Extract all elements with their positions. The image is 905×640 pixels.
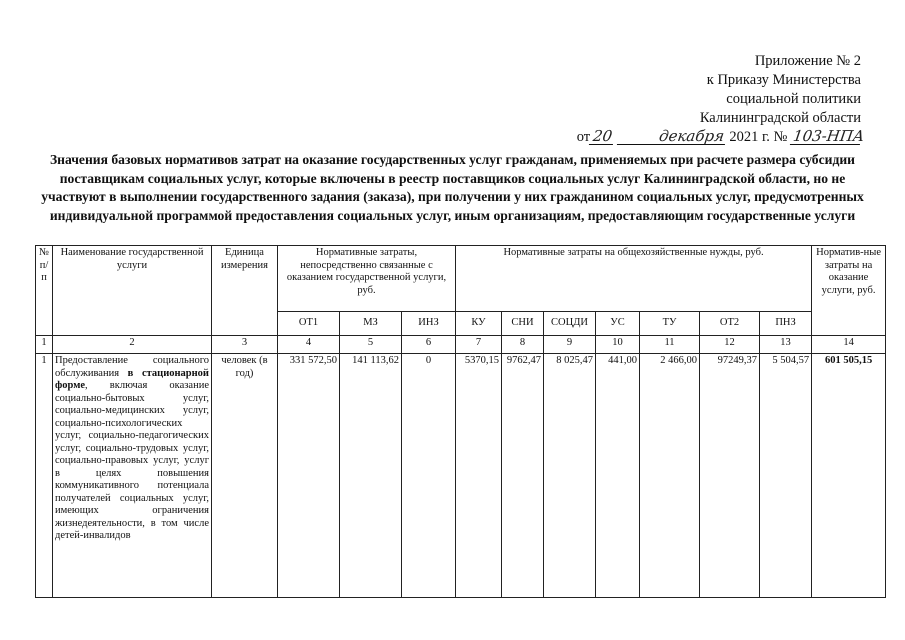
order-year: 2021 г. №	[729, 129, 788, 145]
appendix-block	[576, 52, 866, 147]
appendix-title: Приложение № 2	[754, 53, 861, 69]
document-title: Значения базовых нормативов затрат на оказание государственных услуг гражданам, применяемых при расчете размера субсидии поставщикам социальных услуг, которые включены в реестр поставщиков социальных услуг Калининградской области, но не участвуют в выполнении государственного задания (заказа), при получении у них гражданином социальных услуг, предусмотренных индивидуальной программой предоставления социальных услуг, иным организациям, предоставляющим государственные услуги	[41, 152, 864, 223]
order-date-line	[576, 127, 866, 147]
col-number: 6	[402, 336, 456, 354]
subheader-ku: КУ	[456, 312, 502, 336]
value-sni: 9762,47	[502, 354, 544, 598]
col-number: 11	[640, 336, 700, 354]
appendix-order-ref: к Приказу Министерства	[706, 72, 861, 88]
service-prefix: Предоставление социального обслуживания	[55, 355, 209, 379]
row-num: 1	[36, 354, 53, 598]
cost-norms-table	[35, 245, 886, 598]
col-number: 2	[53, 336, 212, 354]
subheader-mz: МЗ	[340, 312, 402, 336]
value-total: 601 505,15	[812, 354, 886, 598]
header-num: № п/п	[36, 246, 53, 336]
subheader-tu: ТУ	[640, 312, 700, 336]
service-form-bold: в стационарной форме	[55, 367, 209, 391]
subheader-us: УС	[596, 312, 640, 336]
order-prefix: от	[576, 129, 591, 145]
col-number: 12	[700, 336, 760, 354]
subheader-pnz: ПНЗ	[760, 312, 812, 336]
header-total: Норматив-ные затраты на оказание услуги, руб.	[812, 246, 886, 336]
row-service-name	[53, 354, 212, 598]
col-number: 5	[340, 336, 402, 354]
col-number: 7	[456, 336, 502, 354]
column-numbers-row	[36, 336, 886, 354]
header-unit: Единица измерения	[212, 246, 278, 336]
col-number: 10	[596, 336, 640, 354]
header-general-costs: Нормативные затраты на общехозяйственные нужды, руб.	[456, 246, 812, 312]
value-socdi: 8 025,47	[544, 354, 596, 598]
value-inz: 0	[402, 354, 456, 598]
col-number: 1	[36, 336, 53, 354]
subheader-socdi: СОЦДИ	[544, 312, 596, 336]
value-ku: 5370,15	[456, 354, 502, 598]
service-suffix: , включая оказание социально-бытовых услуг, социально-медицинских услуг, социально-психологических услуг, социально-педагогических услуг, социально-трудовых услуг, социально-правовых услуг, услуг в целях повышения коммуникативного потенциала получателей социальных услуг, имеющих ограничения жизнедеятельности, в том числе детей-инвалидов	[55, 380, 209, 541]
col-number: 8	[502, 336, 544, 354]
value-mz: 141 113,62	[340, 354, 402, 598]
handwritten-month: декабря	[617, 129, 727, 145]
value-tu: 2 466,00	[640, 354, 700, 598]
value-ot2: 97249,37	[700, 354, 760, 598]
subheader-inz: ИНЗ	[402, 312, 456, 336]
col-number: 14	[812, 336, 886, 354]
appendix-ministry: социальной политики	[726, 91, 861, 107]
subheader-ot1: ОТ1	[278, 312, 340, 336]
subheader-sni: СНИ	[502, 312, 544, 336]
row-unit: человек (в год)	[212, 354, 278, 598]
col-number: 3	[212, 336, 278, 354]
handwritten-order-number: 103-НПА	[791, 127, 866, 145]
header-row	[36, 246, 886, 312]
col-number: 4	[278, 336, 340, 354]
header-direct-costs: Нормативные затраты, непосредственно связанные с оказанием государственной услуги, руб.	[278, 246, 456, 312]
subheader-ot2: ОТ2	[700, 312, 760, 336]
col-number: 13	[760, 336, 812, 354]
header-service: Наименование государственной услуги	[53, 246, 212, 336]
value-pnz: 5 504,57	[760, 354, 812, 598]
appendix-region: Калининградской области	[699, 110, 861, 126]
value-us: 441,00	[596, 354, 640, 598]
col-number: 9	[544, 336, 596, 354]
handwritten-day: 20	[589, 129, 615, 145]
table-row	[36, 354, 886, 598]
value-ot1: 331 572,50	[278, 354, 340, 598]
